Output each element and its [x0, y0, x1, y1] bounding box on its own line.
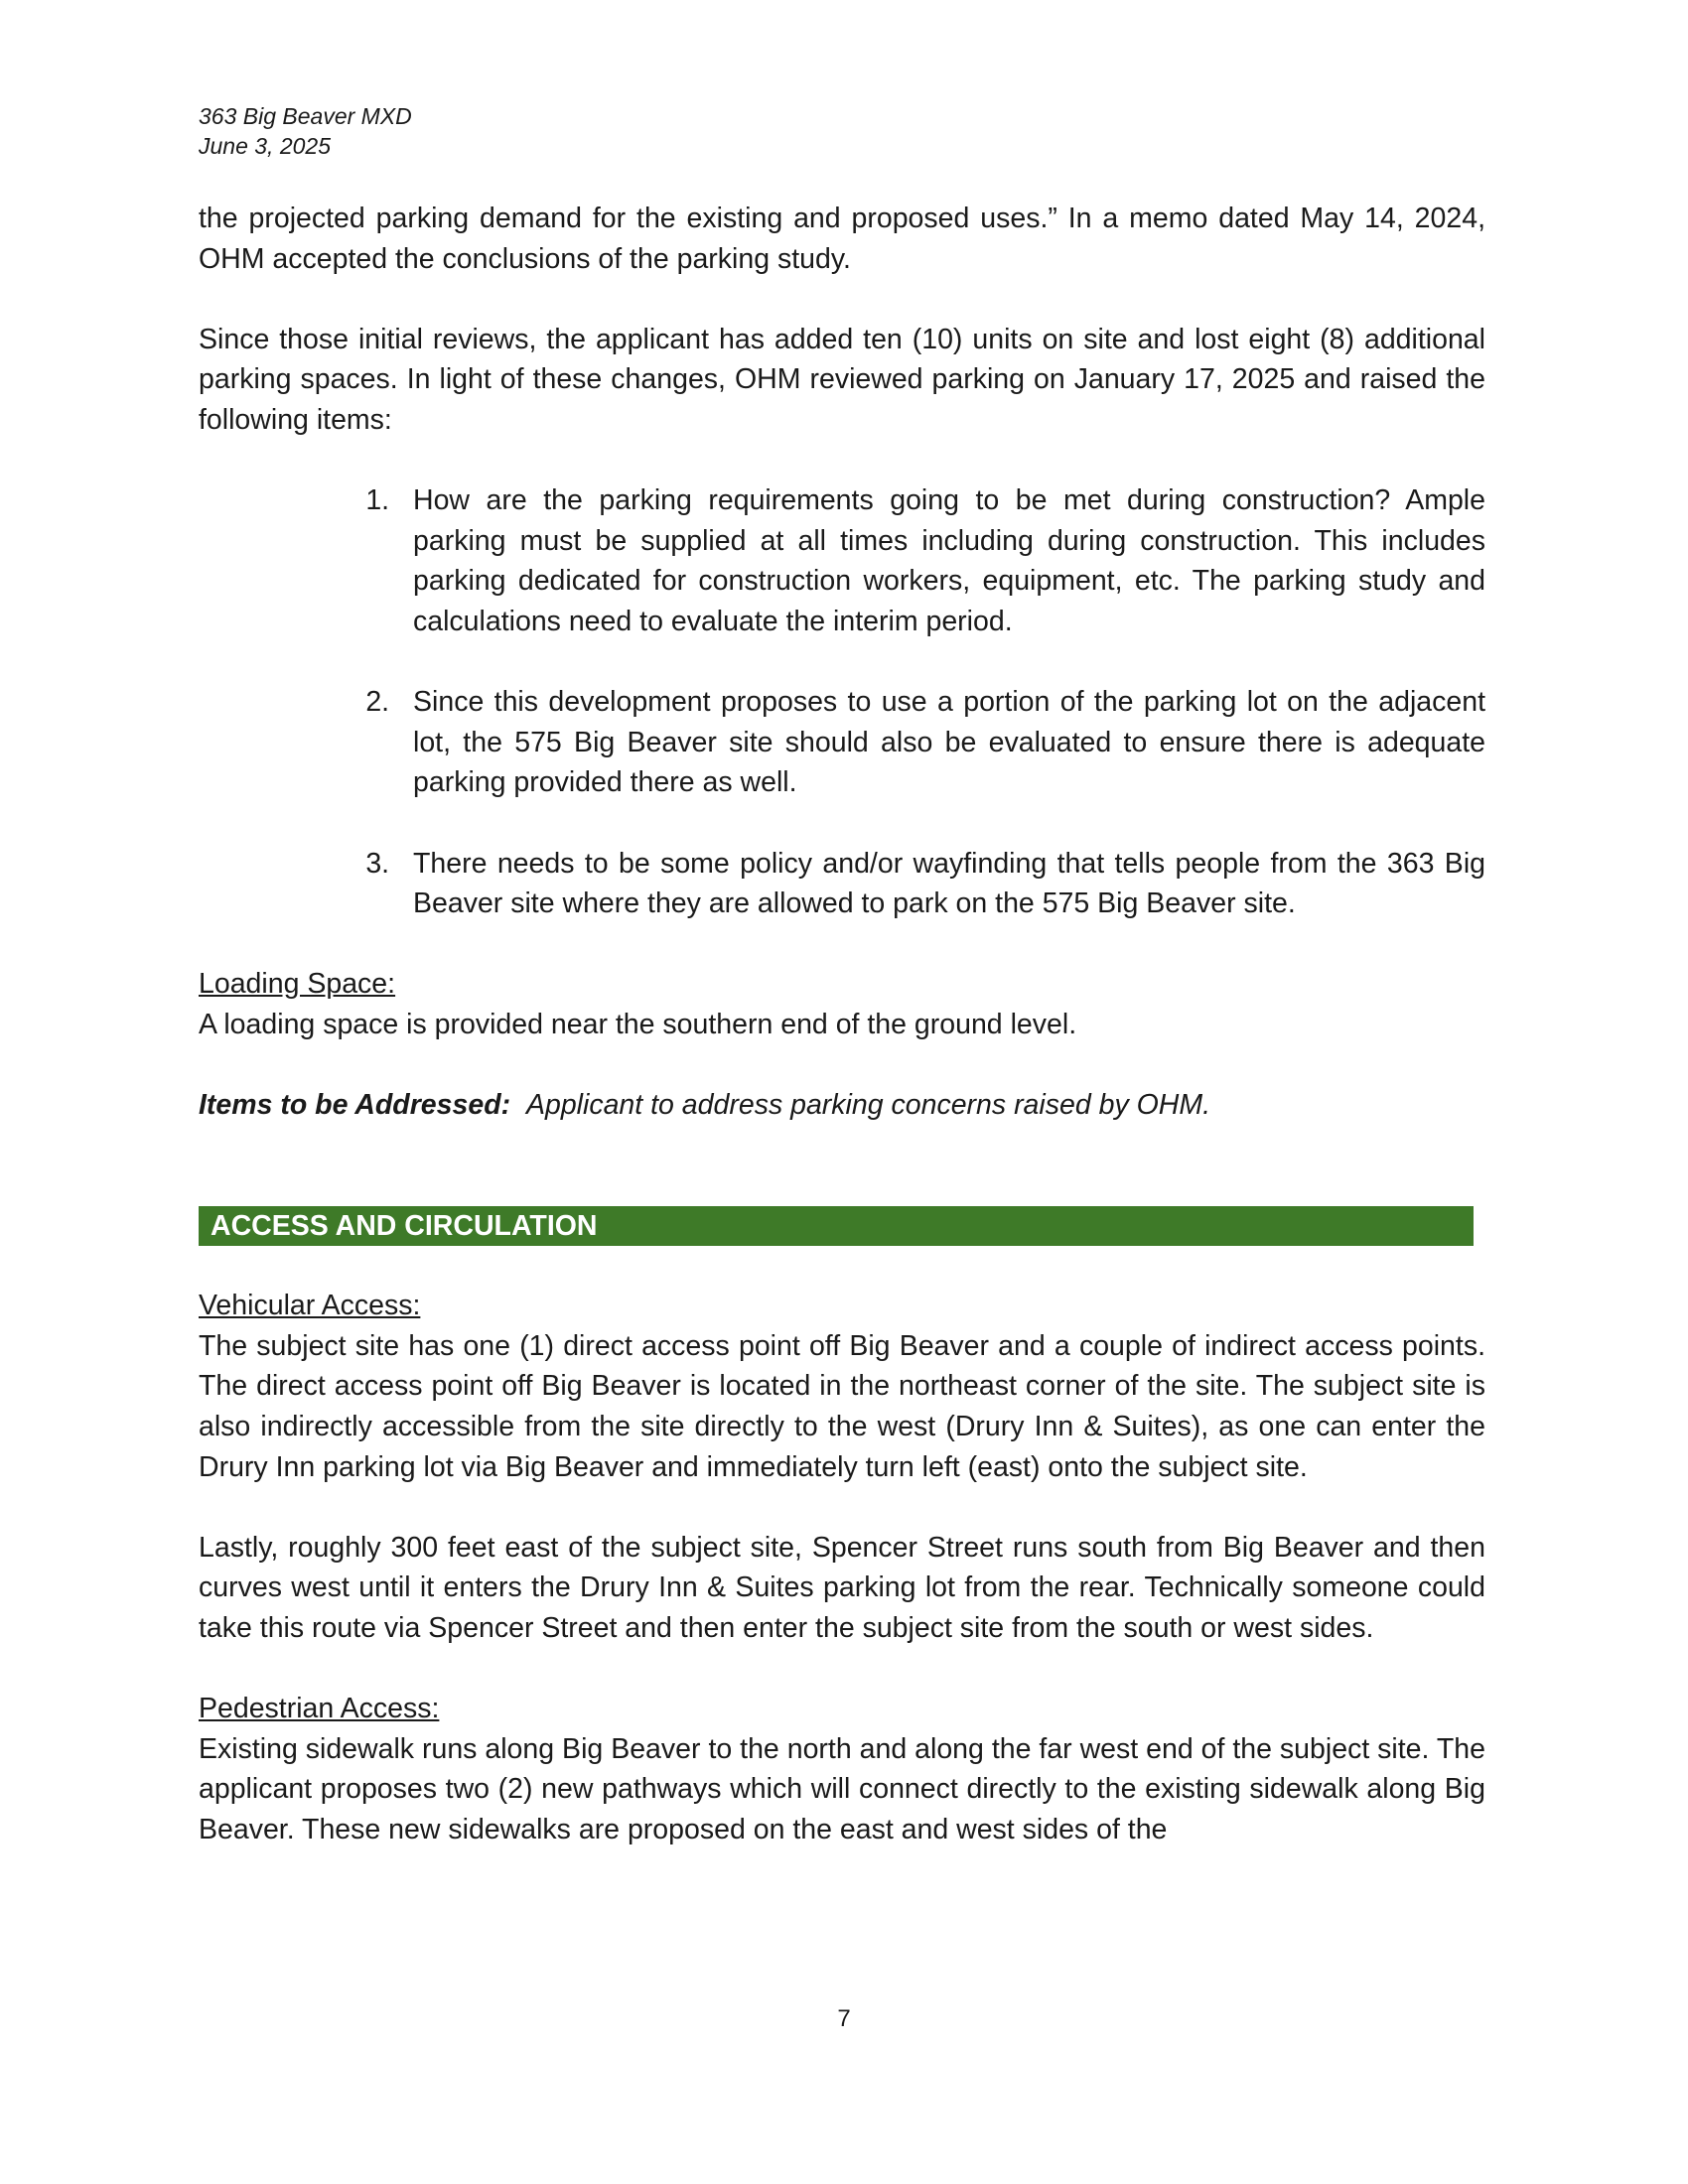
pedestrian-access-paragraph-1: Existing sidewalk runs along Big Beaver to the north and along the far west end of the subject site. The applicant proposes two (2) new pathways which will connect directly to the existing sidewalk along Big Beaver. These new sidewalks are proposed on the east and west sides of the: [199, 1732, 1485, 1845]
body-content: [199, 199, 1485, 1850]
loading-space-text: A loading space is provided near the southern end of the ground level.: [199, 1008, 1077, 1040]
list-item: 3. There needs to be some policy and/or wayfinding that tells people from the 363 Big Beaver site where they are allowed to park on the 575 Big Beaver site.: [397, 844, 1485, 924]
loading-space-block: [199, 964, 1485, 1044]
intro-paragraph-1: the projected parking demand for the existing and proposed uses.” In a memo dated May 14, 2024, OHM accepted the conclusions of the parking study.: [199, 203, 1485, 275]
header-date: June 3, 2025: [199, 133, 332, 159]
items-to-address-text: Applicant to address parking concerns raised by OHM.: [525, 1089, 1211, 1122]
loading-space-heading: Loading Space:: [199, 968, 396, 1001]
list-item: 1. How are the parking requirements going to be met during construction? Ample parking must be supplied at all times including during construction. This includes parking dedicated for construction workers, equipment, etc. The parking study and calculations need to evaluate the interim period.: [397, 480, 1485, 641]
vehicular-access-paragraph-1: The subject site has one (1) direct access point off Big Beaver and a couple of indirect access points. The direct access point off Big Beaver is located in the northeast corner of the site. The subject site is also indirectly accessible from the site directly to the west (Drury Inn & Suites), as one can enter the Drury Inn parking lot via Big Beaver and immediately turn left (east) onto the subject site.: [199, 1329, 1485, 1483]
pedestrian-access-block: [199, 1689, 1485, 1849]
pedestrian-access-heading: Pedestrian Access:: [199, 1693, 440, 1725]
ohm-items-list: [199, 480, 1485, 924]
intro-paragraph-2: Since those initial reviews, the applicant has added ten (10) units on site and lost eight (8) additional parking spaces. In light of these changes, OHM reviewed parking on January 17, 2025 and raised the following items:: [199, 323, 1485, 436]
vehicular-access-block: [199, 1286, 1485, 1648]
vehicular-access-heading: Vehicular Access:: [199, 1290, 421, 1322]
section-heading-bar: ACCESS AND CIRCULATION: [199, 1206, 1474, 1246]
running-header: [199, 101, 412, 161]
items-to-address: [199, 1085, 1485, 1126]
page-number: 7: [837, 2005, 851, 2032]
list-item: 2. Since this development proposes to use a portion of the parking lot on the adjacent lot, the 575 Big Beaver site should also be evaluated to ensure there is adequate parking provided there as well.: [397, 682, 1485, 803]
items-to-address-label: Items to be Addressed:: [199, 1089, 511, 1122]
vehicular-access-paragraph-2: Lastly, roughly 300 feet east of the subject site, Spencer Street runs south from Big Beaver and then curves west until it enters the Drury Inn & Suites parking lot from the rear. Technically someone could take this route via Spencer Street and then enter the subject site from the south or west sides.: [199, 1531, 1485, 1644]
header-project-name: 363 Big Beaver MXD: [199, 103, 412, 129]
